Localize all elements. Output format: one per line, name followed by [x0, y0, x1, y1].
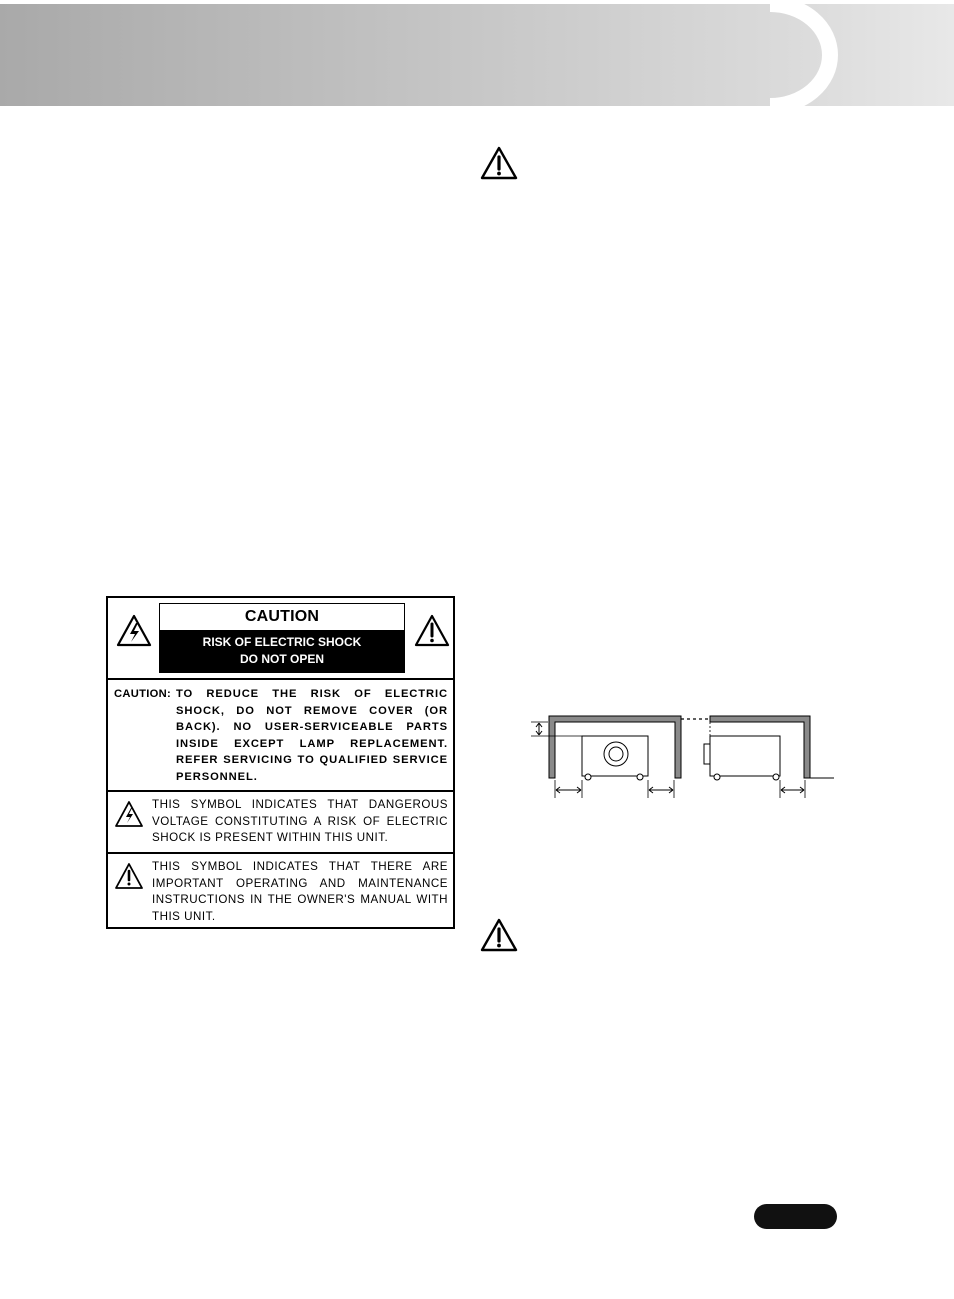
- symbol-note-line: SHOCK IS PRESENT WITHIN THIS UNIT.: [152, 831, 389, 845]
- caution-sticker: [159, 603, 405, 673]
- caution-title: CAUTION: [244, 608, 320, 625]
- projector-side-lens: [704, 744, 710, 764]
- projector-foot: [773, 774, 779, 780]
- projector-lens-inner: [609, 747, 623, 761]
- projector-foot: [714, 774, 720, 780]
- symbol-note-text: [152, 859, 448, 925]
- caution-statement-line: TO REDUCE THE RISK OF ELECTRIC: [176, 688, 448, 700]
- caution-statement-heading: CAUTION:: [114, 688, 172, 700]
- projector-foot: [585, 774, 591, 780]
- symbol-note-text: [152, 797, 448, 847]
- caution-statement: [108, 680, 453, 792]
- caution-label-box: [106, 596, 455, 929]
- caution-statement-line: SHOCK, DO NOT REMOVE COVER (OR: [176, 704, 448, 717]
- page-number-pill: [754, 1204, 837, 1229]
- symbol-note-line: VOLTAGE CONSTITUTING A RISK OF ELECTRIC: [152, 814, 448, 828]
- symbol-note-voltage: [108, 792, 453, 854]
- caution-statement-line: REFER SERVICING TO QUALIFIED SERVICE: [176, 754, 448, 767]
- caution-statement-line: BACK). NO USER-SERVICEABLE PARTS: [176, 721, 448, 734]
- caution-label-header: [108, 598, 453, 680]
- symbol-note-manual: [108, 854, 453, 927]
- projector-clearance-diagram: [528, 710, 838, 807]
- warning-top-icon: [480, 146, 518, 185]
- projector-side: [710, 736, 780, 776]
- projector-foot: [637, 774, 643, 780]
- header-band: [0, 4, 954, 106]
- caution-subtitle-line2: DO NOT OPEN: [239, 652, 324, 666]
- caution-statement-text: [176, 686, 448, 786]
- caution-subtitle-line1: RISK OF ELECTRIC SHOCK: [202, 635, 362, 649]
- symbol-note-line: IMPORTANT OPERATING AND MAINTENANCE: [152, 876, 448, 890]
- lightning-warning-icon: [116, 614, 152, 653]
- caution-statement-line: PERSONNEL.: [176, 770, 258, 783]
- caution-statement-line: INSIDE EXCEPT LAMP REPLACEMENT.: [176, 737, 448, 750]
- symbol-note-line: THIS SYMBOL INDICATES THAT DANGEROUS: [152, 798, 448, 811]
- symbol-note-line: THIS UNIT.: [152, 909, 216, 923]
- exclamation-warning-icon: [114, 862, 144, 895]
- symbol-note-line: INSTRUCTIONS IN THE OWNER'S MANUAL WITH: [152, 893, 448, 907]
- warning-bottom-icon: [480, 918, 518, 957]
- lightning-warning-icon: [114, 800, 144, 833]
- caution-subtitle: [160, 630, 404, 673]
- symbol-note-line: THIS SYMBOL INDICATES THAT THERE ARE: [152, 860, 448, 873]
- exclamation-warning-icon: [414, 614, 450, 653]
